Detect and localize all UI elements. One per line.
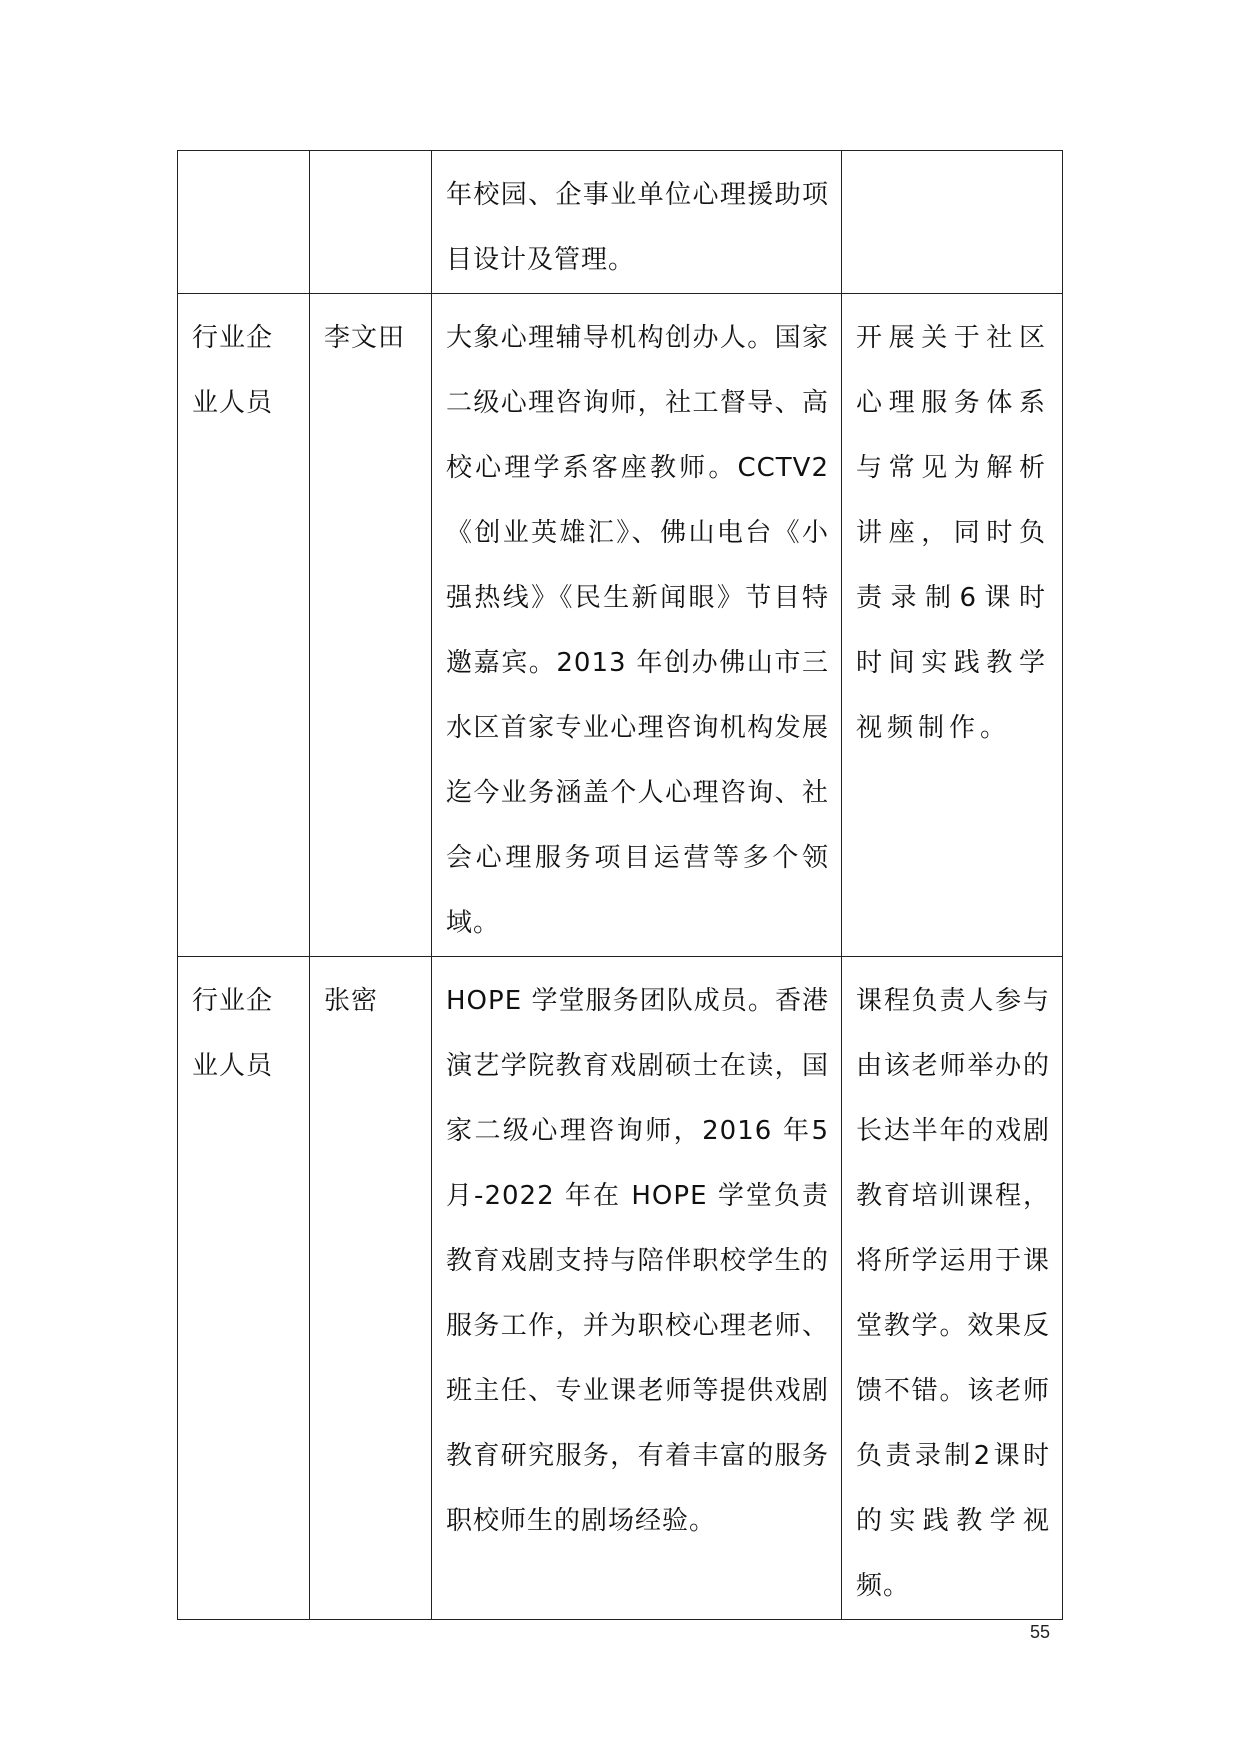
name-cell: 李文田 (310, 294, 432, 957)
table-row (178, 151, 1063, 294)
name-cell: 张密 (310, 957, 432, 1620)
category-cell (178, 151, 310, 294)
table-row (178, 957, 1063, 1620)
name-cell (310, 151, 432, 294)
profile-cell: HOPE 学堂服务团队成员。香港演艺学院教育戏剧硕士在读，国家二级心理咨询师，2016 年5 月-2022 年在 HOPE 学堂负责教育戏剧支持与陪伴职校学生的服务工作，并为职校心理老师、班主任、专业课老师等提供戏剧教育研究服务，有着丰富的服务职校师生的剧场经验。 (432, 957, 842, 1620)
staff-table (177, 150, 1063, 1620)
category-cell: 行业企业人员 (178, 957, 310, 1620)
category-cell: 行业企业人员 (178, 294, 310, 957)
duties-cell: 课程负责人参与由该老师举办的长达半年的戏剧教育培训课程，将所学运用于课堂教学。效果反馈不错。该老师负责录制2课时的实践教学视频。 (842, 957, 1063, 1620)
duties-cell (842, 151, 1063, 294)
profile-cell: 年校园、企事业单位心理援助项目设计及管理。 (432, 151, 842, 294)
page-number: 55 (1030, 1622, 1051, 1642)
duties-cell: 开展关于社区心理服务体系与常见为解析讲座，同时负责录制6课时时间实践教学视频制作。 (842, 294, 1063, 957)
profile-cell: 大象心理辅导机构创办人。国家二级心理咨询师，社工督导、高校心理学系客座教师。CCTV2《创业英雄汇》、佛山电台《小强热线》《民生新闻眼》节目特邀嘉宾。2013 年创办佛山市三水区首家专业心理咨询机构发展迄今业务涵盖个人心理咨询、社会心理服务项目运营等多个领域。 (432, 294, 842, 957)
table-row (178, 294, 1063, 957)
